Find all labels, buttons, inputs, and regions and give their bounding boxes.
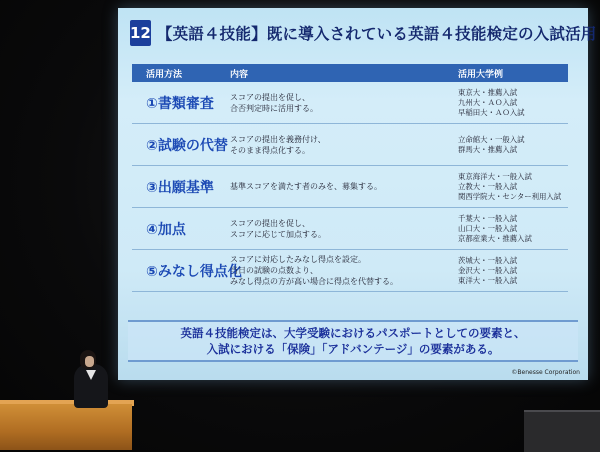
header-examples: 活用大学例 [458,69,504,80]
example-university: 東京海洋大・一般入試 [458,171,532,181]
row-examples [442,88,568,118]
row-examples [442,256,568,286]
example-university: 群馬大・推薦入試 [458,144,518,154]
row-content [222,92,442,114]
content-line: みなし得点の方が高い場合に得点を代替する。 [230,277,398,286]
summary-line: 英語４技能検定は、大学受験におけるパスポートとしての要素と、 [180,326,526,340]
projection-screen [118,8,597,380]
stage-table [524,410,600,452]
example-university: 早稲田大・ＡＯ入試 [458,107,525,117]
table-row [132,124,568,166]
example-university: 東京大・推薦入試 [458,87,518,97]
content-line: スコアに応じて加点する。 [230,229,326,239]
content-line: 基準スコアを満たす者のみを、募集する。 [230,182,382,191]
content-line: 合否判定時に活用する。 [230,103,318,113]
row-content [222,181,442,192]
content-line: スコアに対応したみなし得点を設定。 [230,255,366,264]
table-row [132,166,568,208]
row-method: ①書類審査 [146,95,214,112]
example-university: 茨城大・一般入試 [458,255,518,265]
usage-table [132,64,568,292]
example-university: 立命館大・一般入試 [458,134,525,144]
slide-title: 【英語４技能】既に導入されている英語４技能検定の入試活用 [156,25,597,43]
table-row [132,82,568,124]
example-university: 京都産業大・推薦入試 [458,233,532,243]
slide-title-bar [130,16,597,50]
example-university: 東洋大・一般入試 [458,275,518,285]
slide-number-badge: 12 [130,20,151,46]
content-line: そのまま得点化する。 [230,145,310,155]
content-line: スコアの提出を促し、 [230,218,310,228]
header-method: 活用方法 [146,69,183,80]
example-university: 立教大・一般入試 [458,181,518,191]
row-method: ②試験の代替 [146,137,228,154]
row-content [222,134,442,156]
example-university: 金沢大・一般入試 [458,265,518,275]
table-header [132,64,568,82]
content-line: スコアの提出を義務付け、 [230,134,326,144]
row-content [222,254,442,287]
row-examples [442,172,568,202]
table-row [132,208,568,250]
row-method: ⑤みなし得点化 [146,263,242,280]
summary-line: 入試における「保険」「アドバンテージ」の要素がある。 [206,342,500,356]
example-university: 千葉大・一般入試 [458,213,518,223]
speaker-face [85,356,94,367]
content-line: 当日の試験の点数より、 [230,266,318,275]
row-content [222,218,442,240]
row-method: ③出願基準 [146,179,214,196]
example-university: 山口大・一般入試 [458,223,518,233]
example-university: 九州大・ＡＯ入試 [458,97,518,107]
table-row [132,250,568,292]
summary-banner [128,320,578,362]
content-line: スコアの提出を促し、 [230,92,310,102]
header-content: 内容 [230,69,249,80]
row-method: ④加点 [146,221,186,238]
lectern [0,404,132,450]
example-university: 関西学院大・センター利用入試 [458,191,562,201]
copyright-notice: ©Benesse Corporation [511,369,580,376]
row-examples [442,135,568,155]
row-examples [442,214,568,244]
